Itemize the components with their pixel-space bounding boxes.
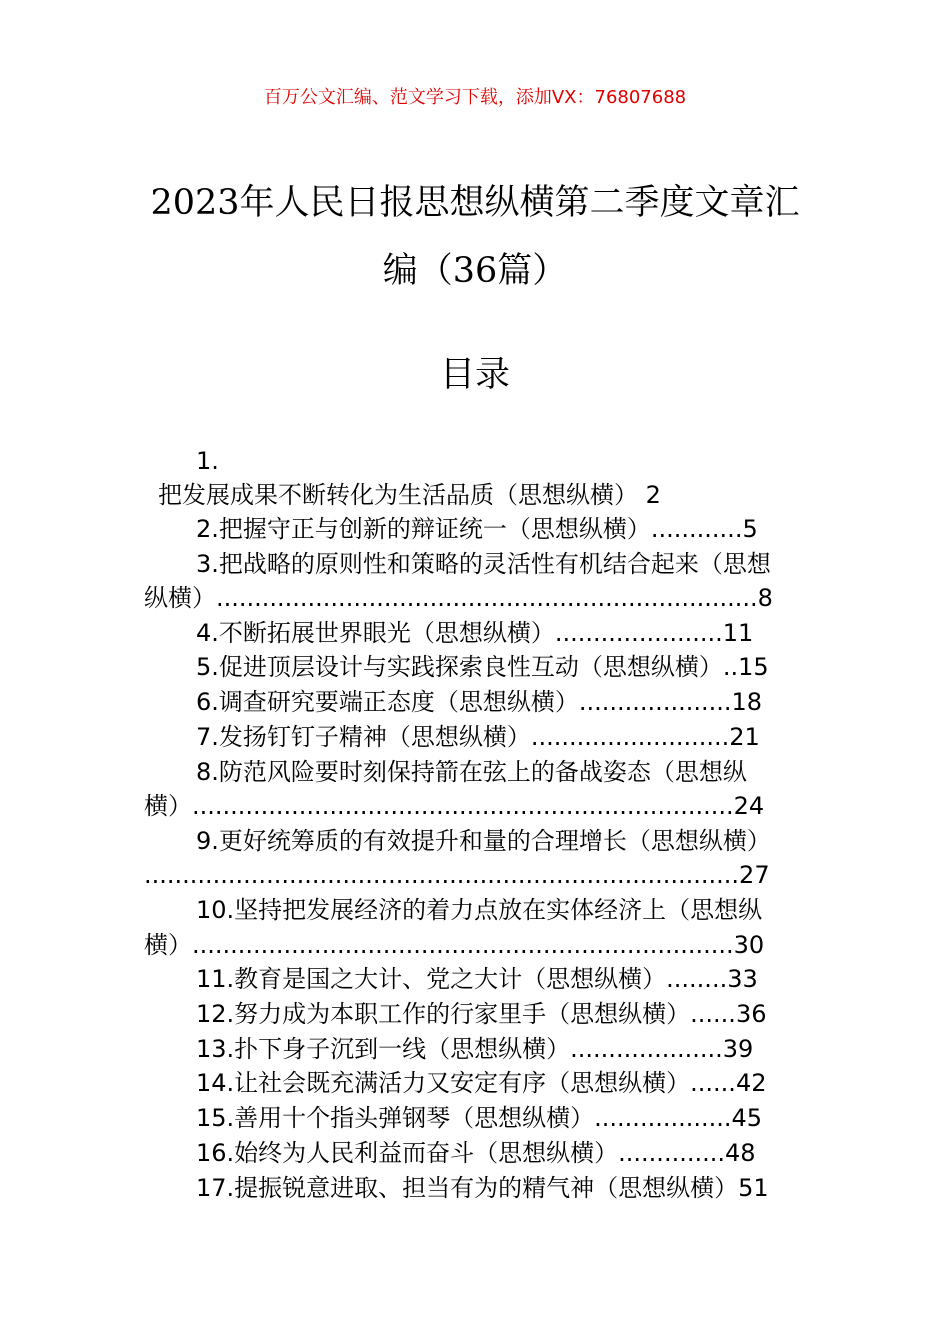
- document-title-line-2: 编（36篇）: [382, 251, 568, 291]
- toc-entry-9-line-2[interactable]: ..............................................................................27: [144, 861, 770, 889]
- toc-heading: 目录: [439, 355, 510, 395]
- toc-entry-11[interactable]: 11.教育是国之大计、党之大计（思想纵横）........33: [196, 965, 758, 993]
- toc-entry-1[interactable]: 把发展成果不断转化为生活品质（思想纵横） 2: [158, 481, 661, 509]
- toc-entry-12[interactable]: 12.努力成为本职工作的行家里手（思想纵横）......36: [196, 1000, 767, 1028]
- toc-entry-5[interactable]: 5.促进顶层设计与实践探索良性互动（思想纵横）..15: [196, 653, 769, 681]
- toc-entry-15[interactable]: 15.善用十个指头弹钢琴（思想纵横）..................45: [196, 1104, 763, 1132]
- toc-entry-16[interactable]: 16.始终为人民利益而奋斗（思想纵横）..............48: [196, 1139, 756, 1167]
- toc-entry-3-line-1[interactable]: 3.把战略的原则性和策略的灵活性有机结合起来（思想: [196, 550, 771, 578]
- toc-entry-6[interactable]: 6.调查研究要端正态度（思想纵横）....................18: [196, 688, 763, 716]
- toc-entry-4[interactable]: 4.不断拓展世界眼光（思想纵横）......................11: [196, 619, 754, 647]
- toc-entry-8-line-1[interactable]: 8.防范风险要时刻保持箭在弦上的备战姿态（思想纵: [196, 758, 747, 786]
- toc-entry-10-line-1[interactable]: 10.坚持把发展经济的着力点放在实体经济上（思想纵: [196, 896, 763, 924]
- toc-entry-13[interactable]: 13.扑下身子沉到一线（思想纵横）....................39: [196, 1035, 754, 1063]
- toc-entry-7[interactable]: 7.发扬钉钉子精神（思想纵横）..........................21: [196, 723, 760, 751]
- toc-entry-2[interactable]: 2.把握守正与创新的辩证统一（思想纵横）............5: [196, 515, 758, 543]
- toc-entry-8-line-2[interactable]: 横）.......................................................................24: [144, 792, 765, 820]
- toc-entry-10-line-2[interactable]: 横）.......................................................................30: [144, 931, 765, 959]
- toc-entry-14[interactable]: 14.让社会既充满活力又安定有序（思想纵横）......42: [196, 1069, 767, 1097]
- watermark-banner: 百万公文汇编、范文学习下载，添加VX：76807688: [263, 87, 687, 108]
- toc-entry-9-line-1[interactable]: 9.更好统筹质的有效提升和量的合理增长（思想纵横）: [196, 827, 771, 855]
- document-title-line-1: 2023年人民日报思想纵横第二季度文章汇: [150, 183, 800, 223]
- toc-entry-17[interactable]: 17.提振锐意进取、担当有为的精气神（思想纵横）51: [196, 1174, 769, 1202]
- toc-entry-3-line-2[interactable]: 纵横）.......................................................................8: [144, 584, 773, 612]
- toc-entry-1-number[interactable]: 1.: [196, 447, 219, 475]
